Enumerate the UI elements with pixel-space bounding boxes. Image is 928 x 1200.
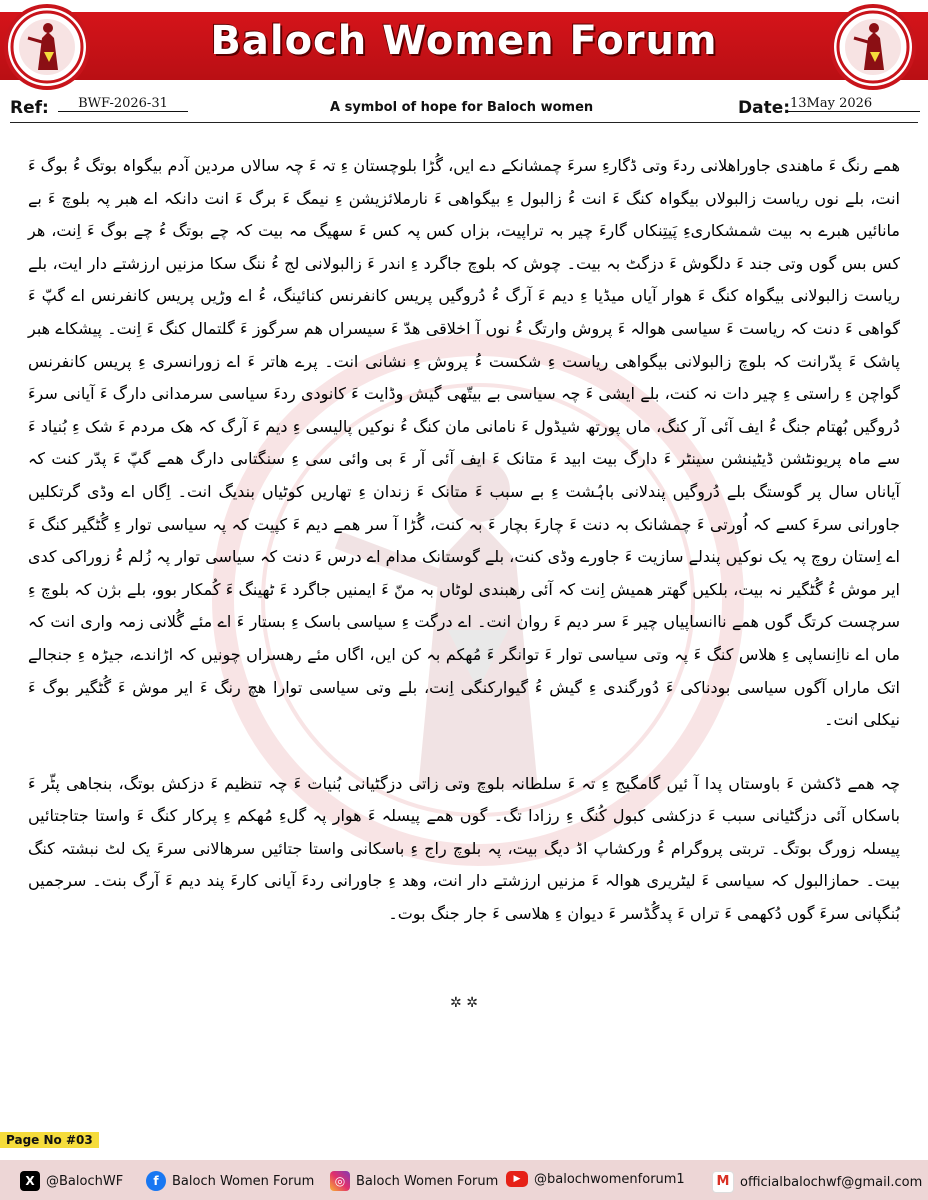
letterhead bbox=[0, 0, 928, 95]
tagline: A symbol of hope for Baloch women bbox=[330, 100, 594, 115]
logo-emblem-icon bbox=[8, 8, 86, 86]
reference-row bbox=[0, 96, 928, 122]
footer-instagram[interactable] bbox=[330, 1171, 498, 1191]
instagram-icon: ◎ bbox=[330, 1171, 350, 1191]
footer-email[interactable] bbox=[712, 1171, 922, 1193]
logo-left bbox=[4, 4, 90, 90]
x-twitter-icon: X bbox=[20, 1171, 40, 1191]
footer-youtube[interactable] bbox=[506, 1171, 685, 1187]
footer-twitter[interactable] bbox=[20, 1171, 123, 1191]
facebook-icon: f bbox=[146, 1171, 166, 1191]
end-mark: ✲ ✲ bbox=[450, 995, 478, 1011]
youtube-icon: ▶ bbox=[506, 1171, 528, 1187]
date-value: 13May 2026 bbox=[788, 96, 920, 112]
ref-label: Ref: bbox=[10, 98, 49, 118]
date-label: Date: bbox=[738, 98, 791, 118]
statement-body bbox=[28, 150, 900, 962]
facebook-name: Baloch Women Forum bbox=[172, 1173, 315, 1189]
youtube-handle: @balochwomenforum1 bbox=[534, 1171, 685, 1187]
body-paragraph: چہ ھمے ڈکشن ءَ باوستاں پدا آ ئیں گامگیج ءِ تہ ءَ سلطانہ بلوچ وتی زاتی دزگٹیانی بُنیات ءَ چہ تنظیم ءَ دزکش بوتگ، بنجاھی پٹّر ءَ باسکاں آئی دزگٹیانی سبب ءَ دزکشی کبول کُنگ ءِ رزادا تگ۔ گوں ھمے پیسلہ ءَ ھوار پہ گلءِ مُھکم ءِ پرکار کنگ ءَ واستا جتاجتائیں پیسلہ زورگ بوتگ۔ تربتی پروگرام ءُ ورکشاپ اڈ دیگ بیت، پہ بلوچ راج ءِ باسکانی واستا جتائیں سرھالانی سرءَ یک لٹ نبشتہ کنگ بیت۔ حمازالبول کہ سیاسی ءَ لیٹریری ھوالہ ءَ مزنیں ارزشتے دار انت، وھد ءِ جاورانی ردءَ آیانی کارءَ پند دیم ءَ آرگ بنت۔ سرجمیں بُنگپانی سرءَ گوں دُکھمی ءَ تراں ءَ پدگُڈسر ءَ دیوان ءِ ھلاسی ءَ جار جنگ بوت۔ bbox=[28, 773, 900, 924]
ref-number: BWF-2026-31 bbox=[58, 96, 188, 112]
gmail-icon: M bbox=[712, 1171, 734, 1193]
email-address: officialbalochwf@gmail.com bbox=[740, 1174, 923, 1190]
twitter-handle: @BalochWF bbox=[46, 1173, 124, 1189]
body-paragraph: ھمے رنگ ءَ ماھندی جاوراھلانی ردءَ وتی ڈگارءِ سرءَ چمشانکے دے ایں، گُڑا بلوچستان ءِ تہ ءَ چہ سالاں مردین آدم بیگواہ بوتگ ءُ بوگ ءَ انت، بلے نوں ریاست زالبولاں بیگواہ کنگ ءَ انت ءُ زالبول ءِ بیگواھی ءَ نارملائزیشن ءِ نیمگ ءَ برگ ءَ انت دانکہ اے ھبر پہ بلوچ ءَ بے مانائیں ھبرے بہ بیت شمشکاریءِ پَیتِنکاں گارءَ چیر بہ تراپیت، بزاں کس پہ کس ءَ سھیگ مہ بیت کہ چے بوتگ ءُ چے بوگ ءَ اِنت، ھر کس بس گوں وتی جند ءَ دلگوش ءَ دزگٹ بہ بیت۔ چوش کہ بلوچ جاگرد ءِ اندر ءَ زالبولانی لج ءُ ننگ سکا مزنیں ارزشتے دار ایت، بلے ریاست زالبولانی بیگواہ کنگ ءَ ھوار آیاں میڈیا ءِ دیم ءَ آرگ ءُ دُروگیں پریس کانفرنس کنائینگ، ءُ اے وڑیں پریس کانفرنس اے گپّ ءَ گواھی ءَ دنت کہ ریاست ءَ سیاسی ھوالہ ءَ پروش وارتگ ءُ نوں آ اخلاقی ھدّ ءَ سیسراں ھم سرگوز ءَ گلتمال کنگ ءَ اِنت۔ پیشکاے ھبر پاشک ءَ پدّرانت کہ بلوچ زالبولانی بیگواھی ریاست ءِ شکست ءُ پروش ءِ نشانی انت۔ پرے ھاتر ءَ اے زورانسری ءِ پریس کانفرنس گواچن ءِ راستی ءِ چیر دات نہ کنت، بلے ایشی ءَ چہ سیاسی بے بیتّھی گیش وڈایت ءَ کانودی ردءَ سیاسی سرمدانی دارگ ءَ آیانی سرءَ دُروگیں بُھتام جنگ ءُ ایف آئی آر کنگ، ماں پورتھ شیڈول ءَ نامانی مان کنگ ءُ نوکیں پالیسی ءِ دیم ءَ آرگ کہ ھک مردم ءَ شک ءِ بُنیاد ءَ سے ماہ پریونٹشن ڈیٹینشن سینٹر ءَ دارگ بیت ابید ءَ متانک ءَ ایف آئی آر ءَ بی وائی سی ءِ سنگتاںی دارگ ھمے گپّ ءَ پدّر کنت کہ آیاناں سال پر گوستگ بلے دُروگیں پندلانی باہُشت ءِ بے سبب ءَ متانک ءَ زندان ءِ تھاریں کوٹیاں بندیگ انت۔ اِگاں اے وڈی گرتکلیں جاورانی سرءَ کسے کہ اُورتی ءَ چمشانک بہ دنت ءَ چارءَ بچار ءَ بہ کنت، گُڑا آ سر ھمے دیم ءَ کپیت کہ پہ سیاسی توار ءِ گُٹگیر کنگ ءَ اے اِستان روچ پہ یک نوکیں پندلے سازیت ءَ جاورے وڈی کنت، بلے گوستانک مدام اے درس ءَ دنت کہ سیاسی توار پہ زُلم ءُ زوراکی کدی ایر موش ءُ گُٹگیر نہ بیت، بلکیں گھتر ھمیش اِنت کہ آئی رھبندی لوٹاں بہ منّ ءَ ایمنیں جاگرد ءَ ٹھینگ ءَ کُمکار بوو، بلے بژن کہ بلوچ ءِ سرچست کرتگ گوں ھمے ناانساپیاں چیر ءَ سر دیم ءَ روان انت۔ اے درگت ءِ سیاسی باسک ءِ بستار ءَ اے مئے گُلانی زمہ واری انت کہ ماں اے نااِنساپی ءِ ھلاس کنگ ءَ پہ وتی سیاسی توار ءَ توانگر ءَ مُھکم بہ کن ایں، اگاں مئے رھسراں چونیں کہ اڑاندے، جیڑہ ءِ جنجالے اتک ماراں آگوں سیاسی بودناکی ءَ دُورگندی ءِ گیش ءُ گیوارکنگی اِنت، بلے وتی سیاسی توارا ھچ رنگ ءَ ایر موش ءَ گُٹگیر بوگ ءَ نیکلی انت۔ bbox=[28, 156, 901, 730]
organization-title: Baloch Women Forum bbox=[210, 18, 718, 64]
header-divider bbox=[10, 122, 918, 123]
footer-contacts bbox=[0, 1160, 928, 1200]
logo-right bbox=[830, 4, 916, 90]
footer-facebook[interactable] bbox=[146, 1171, 314, 1191]
logo-emblem-icon bbox=[834, 8, 912, 86]
page-number: Page No #03 bbox=[0, 1132, 99, 1148]
instagram-name: Baloch Women Forum bbox=[356, 1173, 499, 1189]
